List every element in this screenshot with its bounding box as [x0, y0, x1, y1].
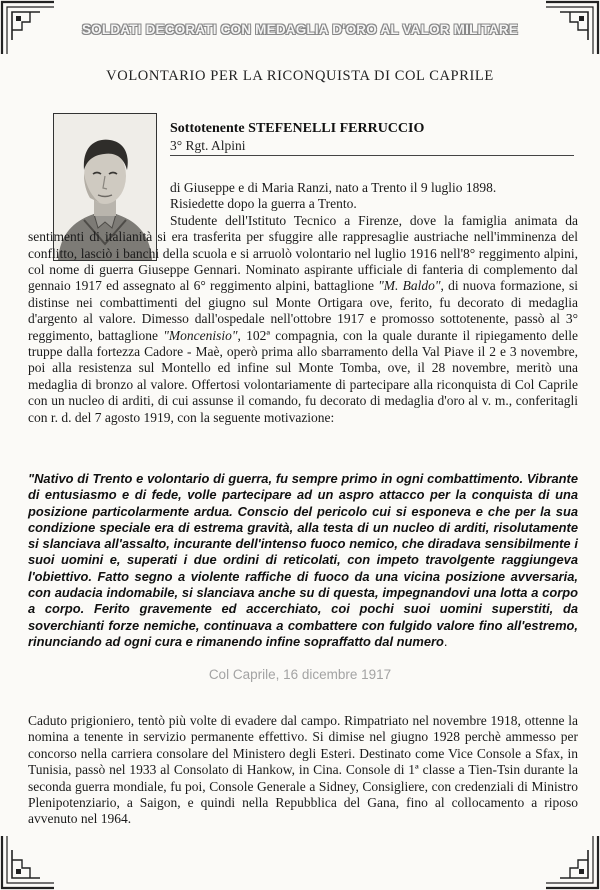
battalion-name-1: "M. Baldo"	[378, 278, 441, 294]
page-header: SOLDATI DECORATI CON MEDAGLIA D'ORO AL VALOR MILITARE	[81, 22, 519, 37]
corner-ornament-bottom-left	[0, 834, 56, 890]
citation-closing: .	[443, 633, 448, 649]
corner-ornament-bottom-right	[544, 834, 600, 890]
citation-text: "Nativo di Trento e volontario di guerra, fu sempre primo in ogni combattimento. Vibrante di entusiasmo e di fede, volle partecipare ad un aspro attacco per la conquista di una posizione particolarmente ardua. Conscio del pericolo cui si esponeva e che per la sua condizione speciale era di estrema gravità, alla testa di un nucleo di arditi, risolutamente si slanciava all'assalto, incurante dell'intenso fuoco nemico, che diradava sensibilmente i suoi uomini e, superati i due ordini di reticolati, con impeto travolgente raggiungeva l'obiettivo. Fatto segno a violente raffiche di fuoco da una vicina posizione avversaria, con audacia indomabile, si slanciava anche su di questa, impegnandovi una lotta a corpo a corpo. Ferito gravemente ed accerchiato, coi pochi suoi uomini superstiti, da soverchianti forze nemiche, continuava a combattere con fulgido valore fino all'estremo, rinunciando ad ogni cura e rimanendo infine sopraffatto dal numero	[28, 471, 578, 649]
biography-intro-2: Risiedette dopo la guerra a Trento.	[170, 196, 357, 212]
biography-intro-3: Studente dell'Istituto Tecnico a Firenze, dove la famiglia animata da sentimenti di italianità si era trasferita per sfuggire alle rappresaglie austriache nell'imminenza del conflitto, lasciò i banchi della scuola e si arruolò volontario nel luglio 1916 nell'8° reggimento alpini, col nome di guerra Giuseppe Gennari. Nominato aspirante ufficiale di fanteria di complemento dal gennaio 1917 ed assegnato al 6° reggimento alpini, battaglione	[28, 212, 578, 294]
person-unit: 3° Rgt. Alpini	[170, 138, 246, 153]
corner-ornament-icon	[544, 834, 600, 890]
aftermath-paragraph: Caduto prigioniero, tentò più volte di evadere dal campo. Rimpatriato nel novembre 1918, ottenne la nomina a tenente in servizio permanente effettivo. Si dimise nel giugno 1928 perchè ammesso per concorso nella carriera consolare del Ministero degli Esteri. Destinato come Vice Console a Sfax, in Tunisia, passò nel 1933 al Consolato di Hankow, in Cina. Console di 1ª classe a Tien-Tsin durante la seconda guerra mondiale, fu poi, Console Generale a Sidney, Consigliere, con credenziali di Ministro Plenipotenziario, a Saigon, e quindi nella Repubblica del Gana, fino al collocamento a riposo avvenuto nel 1964.	[28, 713, 578, 827]
biography-intro-1: di Giuseppe e di Maria Ranzi, nato a Trento il 9 luglio 1898.	[170, 180, 497, 195]
biography-text	[28, 180, 578, 426]
person-rank: Sottotenente	[170, 121, 245, 136]
citation-paragraph	[28, 471, 578, 650]
person-name: STEFENELLI FERRUCCIO	[248, 121, 425, 136]
aftermath-text	[28, 713, 578, 828]
medal-citation	[28, 471, 578, 650]
corner-ornament-icon	[0, 834, 56, 890]
biography-paragraph	[28, 213, 578, 426]
biography-intro-5: , 102ª compagnia, con la quale durante il ripiegamento delle truppe dalla fortezza Cadore - Maè, operò prima allo sbarramento della Val Piave il 2 e 3 novembre, poi alla resistenza sul Montello ed infine sul Monte Tomba, ove, il 28 novembre, meritò una medaglia di bronzo al valore. Offertosi volontariamente di partecipare alla riconquista di Col Caprile con un nucleo di arditi, di cui assunse il comando, fu decorato di medaglia d'oro al v. m., conferitagli con r. d. del 7 agosto 1919, con la seguente motivazione:	[28, 327, 578, 425]
name-divider	[170, 155, 574, 156]
citation-place-date: Col Caprile, 16 dicembre 1917	[208, 667, 392, 682]
battalion-name-2: "Moncenisio"	[163, 327, 238, 343]
biography-intro-4: , di nuova formazione, si distinse nei combattimenti del giugno sul Monte Ortigara ove, ferito, fu decorato di medaglia d'argento al valore. Dimesso dall'ospedale nell'ottobre 1917 e promosso sottotenente, passò al 3° reggimento, battaglione	[28, 278, 578, 343]
person-name-line	[170, 121, 578, 137]
person-heading	[170, 121, 578, 154]
page-title: VOLONTARIO PER LA RICONQUISTA DI COL CAPRILE	[106, 68, 494, 84]
